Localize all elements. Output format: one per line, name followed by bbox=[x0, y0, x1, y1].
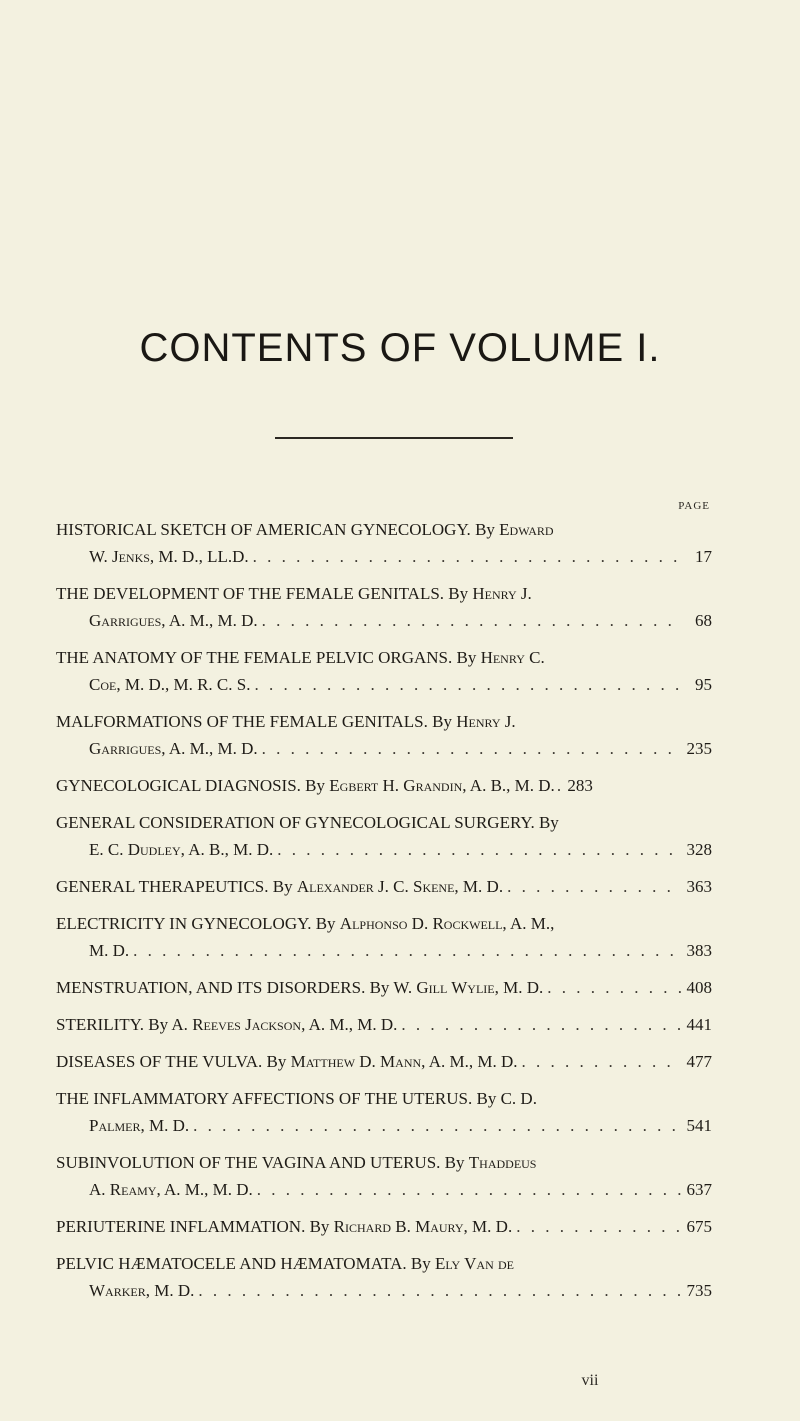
entry-author-cont: A. Reamy, A. M., M. D. bbox=[89, 1180, 253, 1199]
entry-page: 383 bbox=[686, 941, 712, 960]
entry-by: By bbox=[315, 914, 336, 933]
entry-author: Henry J. bbox=[472, 584, 532, 603]
toc-entry[interactable] bbox=[56, 974, 712, 1001]
entry-author-cont: Garrigues, A. M., M. D. bbox=[89, 739, 258, 758]
entry-author: Alexander J. C. Skene, M. D. bbox=[296, 877, 504, 896]
toc-entry[interactable] bbox=[56, 873, 712, 900]
entry-page: 363 bbox=[686, 877, 712, 896]
leader-dots bbox=[253, 1176, 682, 1203]
entry-title: DISEASES OF THE VULVA. bbox=[56, 1052, 263, 1071]
entry-by: By bbox=[305, 776, 326, 795]
entry-author: Thaddeus bbox=[468, 1153, 537, 1172]
entry-page: 637 bbox=[686, 1180, 712, 1199]
entry-author: Egbert H. Grandin, A. B., M. D. bbox=[329, 776, 555, 795]
leader-dots bbox=[250, 671, 682, 698]
entry-page: 675 bbox=[686, 1217, 712, 1236]
leader-dots bbox=[503, 873, 682, 900]
entry-author: Ely Van de bbox=[435, 1254, 514, 1273]
title-divider bbox=[275, 437, 513, 439]
leader-dots bbox=[543, 974, 682, 1001]
table-of-contents bbox=[56, 516, 712, 1314]
entry-title: GYNECOLOGICAL DIAGNOSIS. bbox=[56, 776, 301, 795]
entry-author: Alphonso D. Rockwell, A. M., bbox=[339, 914, 555, 933]
page-title: CONTENTS OF VOLUME I. bbox=[139, 326, 661, 370]
entry-by: By bbox=[444, 1153, 465, 1172]
leader-dots bbox=[512, 1213, 682, 1240]
toc-entry[interactable] bbox=[56, 1085, 712, 1139]
entry-by: By C. D. bbox=[476, 1089, 537, 1108]
leader-dots bbox=[189, 1112, 682, 1139]
leader-dots bbox=[129, 937, 682, 964]
leader-dots bbox=[194, 1277, 682, 1304]
entry-title: ELECTRICITY IN GYNECOLOGY. bbox=[56, 914, 312, 933]
entry-author-cont: Garrigues, A. M., M. D. bbox=[89, 611, 258, 630]
entry-title: MENSTRUATION, AND ITS DISORDERS. bbox=[56, 978, 366, 997]
entry-title: HISTORICAL SKETCH OF AMERICAN GYNECOLOGY. bbox=[56, 520, 471, 539]
entry-page: 283 bbox=[567, 776, 593, 795]
entry-author: Edward bbox=[499, 520, 554, 539]
page-number bbox=[0, 1372, 780, 1390]
entry-by: By bbox=[456, 648, 477, 667]
toc-entry[interactable] bbox=[56, 516, 712, 570]
entry-author: Richard B. Maury, M. D. bbox=[333, 1217, 513, 1236]
entry-author-cont: M. D. bbox=[89, 941, 130, 960]
leader-dots bbox=[518, 1048, 682, 1075]
folio-text: vii bbox=[581, 1372, 599, 1389]
entry-author: Gill Wylie, M. D. bbox=[416, 978, 544, 997]
entry-title: THE INFLAMMATORY AFFECTIONS OF THE UTERUS. bbox=[56, 1089, 473, 1108]
leader-dots bbox=[249, 543, 682, 570]
entry-author-cont: Coe, M. D., M. R. C. S. bbox=[89, 675, 251, 694]
entry-by: By bbox=[266, 1052, 287, 1071]
entry-author: Henry J. bbox=[456, 712, 516, 731]
entry-by: By bbox=[272, 877, 293, 896]
toc-entry[interactable] bbox=[56, 580, 712, 634]
entry-title: THE ANATOMY OF THE FEMALE PELVIC ORGANS. bbox=[56, 648, 453, 667]
entry-author-cont: W. Jenks, M. D., LL.D. bbox=[89, 547, 249, 566]
entry-author-cont: Warker, M. D. bbox=[89, 1281, 195, 1300]
toc-entry[interactable] bbox=[56, 910, 712, 964]
entry-by: By bbox=[432, 712, 452, 731]
entry-page: 68 bbox=[695, 611, 712, 630]
toc-entry[interactable] bbox=[56, 708, 712, 762]
entry-author-cont: E. C. Dudley, A. B., M. D. bbox=[89, 840, 274, 859]
entry-author: Henry C. bbox=[480, 648, 545, 667]
entry-title: PERIUTERINE INFLAMMATION. bbox=[56, 1217, 306, 1236]
entry-title: STERILITY. bbox=[56, 1015, 144, 1034]
entry-by: By bbox=[475, 520, 495, 539]
entry-page: 17 bbox=[695, 547, 712, 566]
toc-entry[interactable] bbox=[56, 1048, 712, 1075]
page-column-label: PAGE bbox=[678, 500, 710, 512]
toc-entry[interactable] bbox=[56, 1149, 712, 1203]
leader-dots bbox=[397, 1011, 682, 1038]
toc-entry[interactable] bbox=[56, 1250, 712, 1304]
toc-entry[interactable] bbox=[56, 1213, 712, 1240]
entry-by: By W. bbox=[369, 978, 413, 997]
entry-by: By bbox=[448, 584, 469, 603]
entry-author: Matthew D. Mann, A. M., M. D. bbox=[290, 1052, 518, 1071]
leader-dots bbox=[258, 607, 682, 634]
entry-by: By bbox=[309, 1217, 330, 1236]
toc-entry[interactable] bbox=[56, 644, 712, 698]
entry-page: 408 bbox=[686, 978, 712, 997]
leader-dots bbox=[555, 772, 563, 799]
entry-by: By bbox=[410, 1254, 431, 1273]
toc-entry[interactable] bbox=[56, 1011, 712, 1038]
entry-page: 477 bbox=[686, 1052, 712, 1071]
entry-page: 328 bbox=[686, 840, 712, 859]
toc-entry[interactable] bbox=[56, 772, 712, 799]
entry-page: 235 bbox=[686, 739, 712, 758]
entry-title: THE DEVELOPMENT OF THE FEMALE GENITALS. bbox=[56, 584, 445, 603]
entry-page: 541 bbox=[686, 1116, 712, 1135]
entry-author: Reeves Jackson, A. M., M. D. bbox=[192, 1015, 398, 1034]
entry-page: 441 bbox=[686, 1015, 712, 1034]
leader-dots bbox=[258, 735, 682, 762]
entry-author-cont: Palmer, M. D. bbox=[89, 1116, 190, 1135]
entry-page: 95 bbox=[695, 675, 712, 694]
entry-by: By bbox=[538, 813, 559, 832]
entry-title: SUBINVOLUTION OF THE VAGINA AND UTERUS. bbox=[56, 1153, 441, 1172]
entry-by: By A. bbox=[148, 1015, 188, 1034]
entry-title: GENERAL THERAPEUTICS. bbox=[56, 877, 269, 896]
entry-page: 735 bbox=[686, 1281, 712, 1300]
toc-entry[interactable] bbox=[56, 809, 712, 863]
entry-title: MALFORMATIONS OF THE FEMALE GENITALS. bbox=[56, 712, 428, 731]
leader-dots bbox=[273, 836, 682, 863]
entry-title: GENERAL CONSIDERATION OF GYNECOLOGICAL SURGERY. bbox=[56, 813, 535, 832]
entry-title: PELVIC HÆMATOCELE AND HÆMATOMATA. bbox=[56, 1254, 407, 1273]
